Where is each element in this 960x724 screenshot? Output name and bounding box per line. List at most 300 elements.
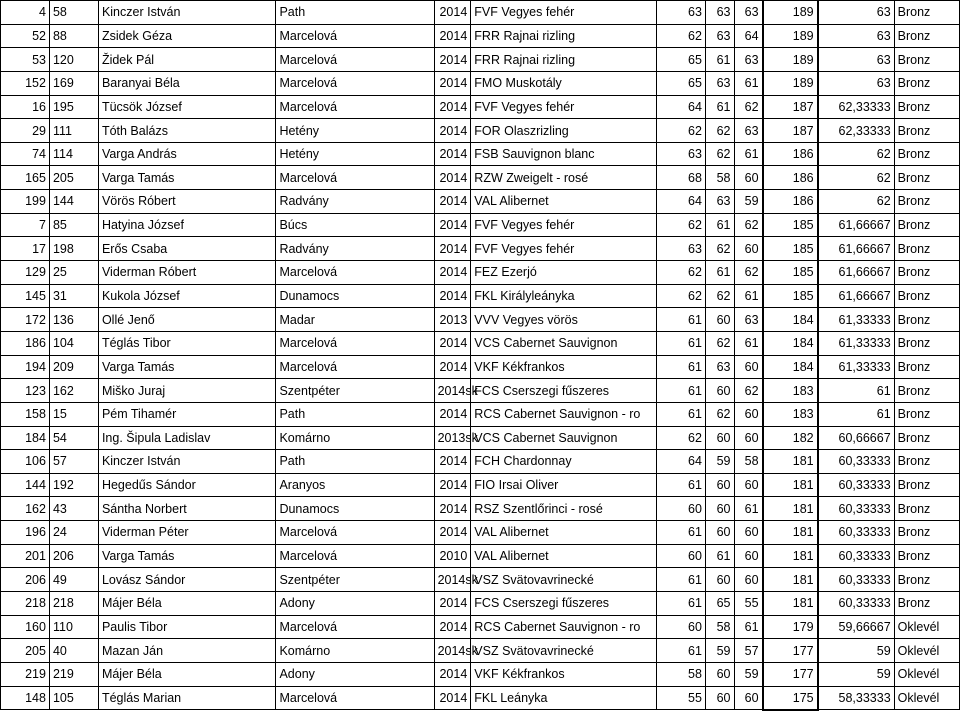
score-2-cell: 60 (705, 379, 734, 403)
entry-number-cell: 169 (49, 71, 98, 95)
producer-name-cell: Varga Tamás (98, 355, 276, 379)
score-1-cell: 62 (656, 426, 705, 450)
score-1-cell: 55 (656, 686, 705, 710)
table-row (1, 48, 960, 72)
score-2-cell: 61 (705, 95, 734, 119)
score-1-cell: 60 (656, 497, 705, 521)
producer-name-cell: Tücsök József (98, 95, 276, 119)
medal-cell: Bronz (894, 95, 959, 119)
table-row (1, 686, 960, 710)
score-2-cell: 61 (705, 544, 734, 568)
medal-cell: Bronz (894, 473, 959, 497)
row-number-cell: 194 (1, 355, 50, 379)
wine-name-cell: FRR Rajnai rizling (471, 48, 657, 72)
score-2-cell: 60 (705, 426, 734, 450)
average-score-cell: 60,33333 (818, 521, 895, 545)
table-row (1, 1, 960, 25)
average-score-cell: 61,33333 (818, 355, 895, 379)
average-score-cell: 61,66667 (818, 213, 895, 237)
total-score-cell: 185 (763, 237, 818, 261)
location-cell: Path (276, 450, 434, 474)
total-score-cell: 182 (763, 426, 818, 450)
score-2-cell: 61 (705, 261, 734, 285)
total-score-cell: 181 (763, 544, 818, 568)
wine-name-cell: RCS Cabernet Sauvignon - ro (471, 402, 657, 426)
score-3-cell: 60 (734, 237, 763, 261)
total-score-cell: 181 (763, 450, 818, 474)
wine-name-cell: VKF Kékfrankos (471, 355, 657, 379)
table-row (1, 521, 960, 545)
wine-name-cell: FSB Sauvignon blanc (471, 142, 657, 166)
row-number-cell: 186 (1, 331, 50, 355)
wine-name-cell: VCS Cabernet Sauvignon (471, 331, 657, 355)
medal-cell: Bronz (894, 48, 959, 72)
average-score-cell: 62 (818, 190, 895, 214)
producer-name-cell: Kinczer István (98, 450, 276, 474)
wine-name-cell: RSZ Szentlőrinci - rosé (471, 497, 657, 521)
row-number-cell: 172 (1, 308, 50, 332)
medal-cell: Bronz (894, 308, 959, 332)
score-3-cell: 60 (734, 686, 763, 710)
row-number-cell: 74 (1, 142, 50, 166)
vintage-cell: 2014 (434, 355, 471, 379)
producer-name-cell: Pém Tihamér (98, 402, 276, 426)
producer-name-cell: Vörös Róbert (98, 190, 276, 214)
wine-name-cell: FKL Királyleányka (471, 284, 657, 308)
table-row (1, 24, 960, 48)
total-score-cell: 189 (763, 71, 818, 95)
medal-cell: Bronz (894, 71, 959, 95)
vintage-cell: 2014sk (434, 639, 471, 663)
table-row (1, 544, 960, 568)
score-2-cell: 62 (705, 331, 734, 355)
location-cell: Marcelová (276, 166, 434, 190)
score-3-cell: 64 (734, 24, 763, 48)
score-3-cell: 62 (734, 379, 763, 403)
score-2-cell: 60 (705, 473, 734, 497)
entry-number-cell: 218 (49, 592, 98, 616)
wine-name-cell: VCS Cabernet Sauvignon (471, 426, 657, 450)
vintage-cell: 2014 (434, 1, 471, 25)
producer-name-cell: Židek Pál (98, 48, 276, 72)
vintage-cell: 2014sk (434, 568, 471, 592)
entry-number-cell: 120 (49, 48, 98, 72)
score-3-cell: 61 (734, 331, 763, 355)
producer-name-cell: Májer Béla (98, 592, 276, 616)
score-1-cell: 61 (656, 331, 705, 355)
wine-name-cell: FRR Rajnai rizling (471, 24, 657, 48)
entry-number-cell: 219 (49, 662, 98, 686)
location-cell: Aranyos (276, 473, 434, 497)
entry-number-cell: 54 (49, 426, 98, 450)
medal-cell: Bronz (894, 426, 959, 450)
total-score-cell: 183 (763, 402, 818, 426)
total-score-cell: 181 (763, 592, 818, 616)
score-3-cell: 60 (734, 355, 763, 379)
score-2-cell: 58 (705, 166, 734, 190)
location-cell: Szentpéter (276, 379, 434, 403)
score-2-cell: 63 (705, 355, 734, 379)
medal-cell: Bronz (894, 331, 959, 355)
average-score-cell: 59 (818, 662, 895, 686)
producer-name-cell: Hegedűs Sándor (98, 473, 276, 497)
vintage-cell: 2014 (434, 71, 471, 95)
producer-name-cell: Lovász Sándor (98, 568, 276, 592)
score-1-cell: 63 (656, 1, 705, 25)
location-cell: Marcelová (276, 615, 434, 639)
entry-number-cell: 110 (49, 615, 98, 639)
medal-cell: Bronz (894, 284, 959, 308)
medal-cell: Bronz (894, 213, 959, 237)
average-score-cell: 62,33333 (818, 119, 895, 143)
table-row (1, 95, 960, 119)
average-score-cell: 62,33333 (818, 95, 895, 119)
score-2-cell: 60 (705, 497, 734, 521)
entry-number-cell: 57 (49, 450, 98, 474)
entry-number-cell: 144 (49, 190, 98, 214)
score-3-cell: 60 (734, 426, 763, 450)
total-score-cell: 186 (763, 166, 818, 190)
vintage-cell: 2014 (434, 284, 471, 308)
vintage-cell: 2014 (434, 166, 471, 190)
wine-name-cell: FVF Vegyes fehér (471, 213, 657, 237)
row-number-cell: 7 (1, 213, 50, 237)
producer-name-cell: Ollé Jenő (98, 308, 276, 332)
total-score-cell: 175 (763, 686, 818, 710)
score-3-cell: 63 (734, 1, 763, 25)
medal-cell: Bronz (894, 355, 959, 379)
score-3-cell: 63 (734, 48, 763, 72)
table-row (1, 142, 960, 166)
location-cell: Marcelová (276, 521, 434, 545)
table-row (1, 639, 960, 663)
score-1-cell: 61 (656, 639, 705, 663)
score-1-cell: 61 (656, 473, 705, 497)
score-1-cell: 63 (656, 237, 705, 261)
producer-name-cell: Erős Csaba (98, 237, 276, 261)
total-score-cell: 184 (763, 331, 818, 355)
average-score-cell: 61 (818, 402, 895, 426)
table-row (1, 308, 960, 332)
score-1-cell: 60 (656, 544, 705, 568)
score-2-cell: 60 (705, 568, 734, 592)
score-3-cell: 59 (734, 662, 763, 686)
wine-name-cell: RZW Zweigelt - rosé (471, 166, 657, 190)
medal-cell: Bronz (894, 261, 959, 285)
total-score-cell: 184 (763, 355, 818, 379)
score-1-cell: 61 (656, 379, 705, 403)
producer-name-cell: Varga Tamás (98, 544, 276, 568)
location-cell: Marcelová (276, 544, 434, 568)
row-number-cell: 17 (1, 237, 50, 261)
medal-cell: Bronz (894, 450, 959, 474)
producer-name-cell: Hatyina József (98, 213, 276, 237)
producer-name-cell: Tóth Balázs (98, 119, 276, 143)
total-score-cell: 184 (763, 308, 818, 332)
score-2-cell: 59 (705, 450, 734, 474)
location-cell: Búcs (276, 213, 434, 237)
wine-name-cell: VVV Vegyes vörös (471, 308, 657, 332)
producer-name-cell: Májer Béla (98, 662, 276, 686)
wine-name-cell: VKF Kékfrankos (471, 662, 657, 686)
producer-name-cell: Viderman Péter (98, 521, 276, 545)
entry-number-cell: 162 (49, 379, 98, 403)
medal-cell: Oklevél (894, 639, 959, 663)
score-1-cell: 61 (656, 592, 705, 616)
average-score-cell: 59,66667 (818, 615, 895, 639)
medal-cell: Bronz (894, 521, 959, 545)
entry-number-cell: 198 (49, 237, 98, 261)
location-cell: Komárno (276, 426, 434, 450)
wine-name-cell: FVF Vegyes fehér (471, 95, 657, 119)
table-row (1, 426, 960, 450)
score-3-cell: 61 (734, 497, 763, 521)
wine-name-cell: VSZ Svätovavrinecké (471, 639, 657, 663)
row-number-cell: 158 (1, 402, 50, 426)
row-number-cell: 205 (1, 639, 50, 663)
location-cell: Marcelová (276, 95, 434, 119)
entry-number-cell: 24 (49, 521, 98, 545)
score-3-cell: 59 (734, 190, 763, 214)
location-cell: Radvány (276, 190, 434, 214)
table-row (1, 71, 960, 95)
average-score-cell: 61,33333 (818, 331, 895, 355)
location-cell: Path (276, 1, 434, 25)
total-score-cell: 189 (763, 24, 818, 48)
wine-name-cell: VSZ Svätovavrinecké (471, 568, 657, 592)
score-1-cell: 61 (656, 308, 705, 332)
table-row (1, 592, 960, 616)
entry-number-cell: 104 (49, 331, 98, 355)
average-score-cell: 62 (818, 142, 895, 166)
score-1-cell: 64 (656, 450, 705, 474)
total-score-cell: 185 (763, 284, 818, 308)
vintage-cell: 2014 (434, 24, 471, 48)
row-number-cell: 145 (1, 284, 50, 308)
producer-name-cell: Sántha Norbert (98, 497, 276, 521)
score-3-cell: 63 (734, 119, 763, 143)
score-2-cell: 63 (705, 71, 734, 95)
average-score-cell: 59 (818, 639, 895, 663)
score-2-cell: 61 (705, 48, 734, 72)
average-score-cell: 61,66667 (818, 284, 895, 308)
row-number-cell: 144 (1, 473, 50, 497)
row-number-cell: 218 (1, 592, 50, 616)
vintage-cell: 2014 (434, 592, 471, 616)
score-2-cell: 63 (705, 24, 734, 48)
row-number-cell: 184 (1, 426, 50, 450)
score-2-cell: 60 (705, 521, 734, 545)
total-score-cell: 177 (763, 639, 818, 663)
entry-number-cell: 195 (49, 95, 98, 119)
score-3-cell: 55 (734, 592, 763, 616)
average-score-cell: 61,66667 (818, 237, 895, 261)
score-2-cell: 63 (705, 1, 734, 25)
medal-cell: Bronz (894, 24, 959, 48)
medal-cell: Bronz (894, 544, 959, 568)
score-3-cell: 63 (734, 308, 763, 332)
vintage-cell: 2014sk (434, 379, 471, 403)
score-3-cell: 62 (734, 95, 763, 119)
entry-number-cell: 40 (49, 639, 98, 663)
score-3-cell: 61 (734, 284, 763, 308)
score-1-cell: 61 (656, 568, 705, 592)
location-cell: Path (276, 402, 434, 426)
producer-name-cell: Téglás Marian (98, 686, 276, 710)
score-1-cell: 60 (656, 615, 705, 639)
location-cell: Dunamocs (276, 497, 434, 521)
producer-name-cell: Kukola József (98, 284, 276, 308)
table-row (1, 166, 960, 190)
table-row (1, 284, 960, 308)
average-score-cell: 62 (818, 166, 895, 190)
score-2-cell: 62 (705, 284, 734, 308)
medal-cell: Oklevél (894, 686, 959, 710)
table-row (1, 662, 960, 686)
score-1-cell: 61 (656, 355, 705, 379)
average-score-cell: 60,33333 (818, 592, 895, 616)
producer-name-cell: Viderman Róbert (98, 261, 276, 285)
total-score-cell: 185 (763, 213, 818, 237)
score-1-cell: 58 (656, 662, 705, 686)
score-2-cell: 60 (705, 662, 734, 686)
wine-name-cell: FIO Irsai Oliver (471, 473, 657, 497)
vintage-cell: 2014 (434, 190, 471, 214)
score-2-cell: 62 (705, 142, 734, 166)
table-row (1, 450, 960, 474)
table-row (1, 190, 960, 214)
average-score-cell: 63 (818, 71, 895, 95)
total-score-cell: 189 (763, 1, 818, 25)
entry-number-cell: 136 (49, 308, 98, 332)
row-number-cell: 206 (1, 568, 50, 592)
score-3-cell: 62 (734, 261, 763, 285)
score-2-cell: 60 (705, 686, 734, 710)
wine-name-cell: FEZ Ezerjó (471, 261, 657, 285)
score-3-cell: 60 (734, 473, 763, 497)
row-number-cell: 52 (1, 24, 50, 48)
score-2-cell: 62 (705, 402, 734, 426)
medal-cell: Bronz (894, 1, 959, 25)
wine-name-cell: FMO Muskotály (471, 71, 657, 95)
entry-number-cell: 114 (49, 142, 98, 166)
table-row (1, 237, 960, 261)
total-score-cell: 183 (763, 379, 818, 403)
score-2-cell: 58 (705, 615, 734, 639)
vintage-cell: 2014 (434, 473, 471, 497)
location-cell: Radvány (276, 237, 434, 261)
vintage-cell: 2013 (434, 308, 471, 332)
entry-number-cell: 43 (49, 497, 98, 521)
location-cell: Marcelová (276, 355, 434, 379)
vintage-cell: 2014 (434, 48, 471, 72)
table-row (1, 119, 960, 143)
score-1-cell: 62 (656, 119, 705, 143)
entry-number-cell: 88 (49, 24, 98, 48)
medal-cell: Bronz (894, 497, 959, 521)
location-cell: Marcelová (276, 331, 434, 355)
vintage-cell: 2014 (434, 237, 471, 261)
medal-cell: Bronz (894, 237, 959, 261)
score-3-cell: 62 (734, 213, 763, 237)
row-number-cell: 53 (1, 48, 50, 72)
average-score-cell: 61,66667 (818, 261, 895, 285)
row-number-cell: 148 (1, 686, 50, 710)
medal-cell: Bronz (894, 166, 959, 190)
vintage-cell: 2014 (434, 450, 471, 474)
entry-number-cell: 206 (49, 544, 98, 568)
score-3-cell: 60 (734, 166, 763, 190)
total-score-cell: 181 (763, 473, 818, 497)
medal-cell: Bronz (894, 142, 959, 166)
producer-name-cell: Baranyai Béla (98, 71, 276, 95)
location-cell: Adony (276, 662, 434, 686)
average-score-cell: 63 (818, 48, 895, 72)
location-cell: Dunamocs (276, 284, 434, 308)
wine-name-cell: FOR Olaszrizling (471, 119, 657, 143)
score-3-cell: 60 (734, 521, 763, 545)
average-score-cell: 63 (818, 1, 895, 25)
average-score-cell: 61 (818, 379, 895, 403)
total-score-cell: 181 (763, 568, 818, 592)
score-1-cell: 64 (656, 95, 705, 119)
vintage-cell: 2014 (434, 261, 471, 285)
producer-name-cell: Ing. Šipula Ladislav (98, 426, 276, 450)
vintage-cell: 2014 (434, 615, 471, 639)
table-row (1, 402, 960, 426)
total-score-cell: 185 (763, 261, 818, 285)
entry-number-cell: 209 (49, 355, 98, 379)
wine-name-cell: FVF Vegyes fehér (471, 237, 657, 261)
average-score-cell: 60,33333 (818, 450, 895, 474)
medal-cell: Bronz (894, 379, 959, 403)
table-row (1, 615, 960, 639)
producer-name-cell: Varga Tamás (98, 166, 276, 190)
entry-number-cell: 58 (49, 1, 98, 25)
location-cell: Komárno (276, 639, 434, 663)
total-score-cell: 187 (763, 119, 818, 143)
table-row (1, 473, 960, 497)
total-score-cell: 189 (763, 48, 818, 72)
medal-cell: Bronz (894, 402, 959, 426)
producer-name-cell: Kinczer István (98, 1, 276, 25)
average-score-cell: 60,66667 (818, 426, 895, 450)
score-3-cell: 61 (734, 142, 763, 166)
wine-name-cell: FCS Cserszegi fűszeres (471, 379, 657, 403)
total-score-cell: 186 (763, 190, 818, 214)
location-cell: Marcelová (276, 71, 434, 95)
vintage-cell: 2014 (434, 497, 471, 521)
vintage-cell: 2014 (434, 686, 471, 710)
score-3-cell: 57 (734, 639, 763, 663)
producer-name-cell: Varga András (98, 142, 276, 166)
score-1-cell: 68 (656, 166, 705, 190)
vintage-cell: 2014 (434, 142, 471, 166)
average-score-cell: 60,33333 (818, 568, 895, 592)
score-1-cell: 62 (656, 284, 705, 308)
table-row (1, 355, 960, 379)
total-score-cell: 181 (763, 497, 818, 521)
table-row (1, 331, 960, 355)
table-row (1, 568, 960, 592)
row-number-cell: 123 (1, 379, 50, 403)
score-1-cell: 61 (656, 402, 705, 426)
wine-name-cell: FVF Vegyes fehér (471, 1, 657, 25)
score-2-cell: 65 (705, 592, 734, 616)
entry-number-cell: 105 (49, 686, 98, 710)
entry-number-cell: 192 (49, 473, 98, 497)
wine-name-cell: FCS Cserszegi fűszeres (471, 592, 657, 616)
